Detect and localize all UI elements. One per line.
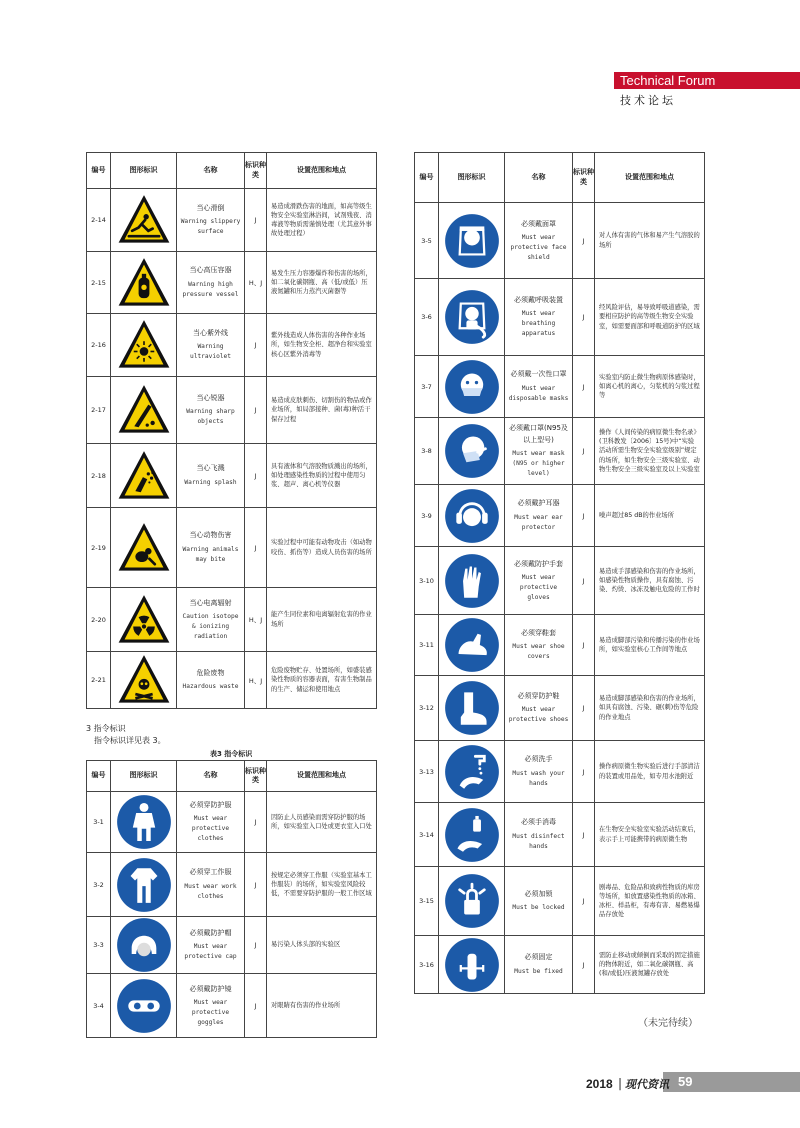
sign-type: J [245, 508, 267, 588]
sign-location: 需防止移动或倾倒而采取的固定措施的物体附近，如二氧化碳钢瓶、高(和/或低)压液氮罐存放处 [595, 936, 705, 994]
sign-name-cn: 必须穿防护服 [189, 801, 232, 810]
warning-signs-table [86, 152, 377, 709]
sign-type: J [245, 917, 267, 974]
protective-shoes-icon [439, 680, 504, 736]
col-icon-header: 图形标识 [111, 761, 177, 792]
sign-location: 易造成脚部污染和传播污染的作业场所，如实验室核心工作间等地点 [595, 615, 705, 676]
sign-name-en: Must wear protective goggles [191, 998, 230, 1026]
sign-number: 3-2 [87, 853, 111, 917]
sign-name-cn: 必须穿防护鞋 [517, 691, 560, 700]
table-row [415, 676, 705, 741]
sign-location: 易污染人体头部的实验区 [267, 917, 377, 974]
sign-name-cn: 必须戴面罩 [521, 219, 556, 228]
col-type-header: 标识种类 [573, 153, 595, 203]
sign-number: 2-16 [87, 314, 111, 377]
table-row [87, 974, 377, 1038]
col-type-header: 标识种类 [245, 153, 267, 189]
sign-name-en: Hazardous waste [182, 683, 239, 691]
sharp-objects-warning-icon [111, 383, 176, 437]
radiation-warning-icon [111, 593, 176, 647]
sign-location: 剧毒品、危险品和致病性物质的库房等场所，如放置感染性物质的冰箱、冰柜、样品柜，有毒有害、易燃易爆品存放处 [595, 867, 705, 936]
col-no-header: 编号 [87, 761, 111, 792]
slip-warning-icon [111, 193, 176, 247]
sign-type: J [573, 867, 595, 936]
mandatory-signs-table-left [86, 760, 377, 1038]
breathing-apparatus-icon [439, 289, 504, 345]
fixed-icon [439, 937, 504, 993]
sign-number: 2-14 [87, 189, 111, 252]
sign-name-en: Must wear shoe covers [512, 643, 565, 661]
sign-type: J [573, 936, 595, 994]
table-row [87, 853, 377, 917]
locked-icon [439, 873, 504, 929]
animal-bite-warning-icon [111, 521, 176, 575]
footer-year: 2018 [586, 1077, 613, 1091]
sign-type: J [245, 189, 267, 252]
sign-location: 易发生压力容器爆炸和伤害的场所，如二氧化碳钢瓶、高（低/或低）压液氮罐和压力蒸汽灭菌器等 [267, 252, 377, 314]
sign-name-en: Must wear breathing apparatus [521, 310, 556, 338]
header-subtitle: 技术论坛 [620, 94, 676, 107]
sign-name-en: Must disinfect hands [512, 832, 565, 850]
table-row [87, 652, 377, 709]
sign-type: J [573, 547, 595, 615]
sign-name-cn: 必须洗手 [524, 755, 553, 764]
table-row [87, 444, 377, 508]
sign-location: 紫外线造成人体伤害的各种作业场所，如生物安全柜、超净台和实验室核心区紫外消毒等 [267, 314, 377, 377]
sign-type: J [245, 974, 267, 1038]
sign-location: 因防止人员感染而需穿防护服的场所，如实验室入口处或更衣室入口处 [267, 792, 377, 853]
table-row [415, 418, 705, 485]
splash-warning-icon [111, 449, 176, 503]
sign-number: 2-19 [87, 508, 111, 588]
page-number: 59 [678, 1074, 693, 1089]
sign-number: 3-1 [87, 792, 111, 853]
sign-type: J [245, 377, 267, 444]
sign-location: 能产生同位素和电离辐射危害的作业场所 [267, 588, 377, 652]
protective-gloves-icon [439, 553, 504, 609]
footer-magazine: 现代资讯 [625, 1078, 669, 1091]
to-be-continued: （未完待续） [638, 1018, 698, 1029]
sign-location: 按规定必须穿工作服（实验室基本工作服装）的场所，如实验室风险较低，不需要穿防护服的一般工作区域 [267, 853, 377, 917]
sign-name-cn: 危险废物 [196, 668, 225, 677]
sign-name-en: Must wear ear protector [514, 513, 563, 531]
sign-number: 2-15 [87, 252, 111, 314]
sign-name-en: Must wear protective cap [184, 943, 237, 961]
sign-name-en: Warning splash [184, 478, 237, 486]
table-row [87, 917, 377, 974]
table-row [415, 741, 705, 803]
sign-type: J [573, 203, 595, 279]
sign-name-cn: 必须穿鞋套 [521, 628, 556, 637]
sign-name-cn: 必须戴口罩(N95及以上型号) [509, 424, 568, 444]
sign-location: 对眼睛有伤害的作业场所 [267, 974, 377, 1038]
sign-number: 3-6 [415, 279, 439, 356]
table-row [87, 508, 377, 588]
sign-location: 实验室内防止微生物病原体感染时，如离心机的离心，匀浆机的匀浆过程等 [595, 356, 705, 418]
sign-name-cn: 必须固定 [524, 953, 553, 962]
sign-location: 易造成皮肤刺伤、切割伤的物品或作业场所，如局部接种、菌(毒)种活干保存过程 [267, 377, 377, 444]
sign-name-en: Warning slippery surface [180, 218, 241, 236]
col-place-header: 设置范围和地点 [595, 153, 705, 203]
table-row [415, 615, 705, 676]
sign-name-cn: 必须戴防护镜 [189, 984, 232, 993]
sign-number: 3-9 [415, 485, 439, 547]
col-name-header: 名称 [177, 761, 245, 792]
sign-name-en: Must wear protective shoes [508, 706, 569, 724]
col-icon-header: 图形标识 [439, 153, 505, 203]
sign-name-cn: 必须加锁 [524, 889, 553, 898]
sign-type: J [573, 803, 595, 867]
sign-type: J [245, 444, 267, 508]
sign-number: 3-11 [415, 615, 439, 676]
table-row [87, 252, 377, 314]
sign-type: J [245, 792, 267, 853]
sign-name-cn: 当心锐器 [196, 393, 225, 402]
sign-name-en: Warning high pressure vessel [182, 280, 239, 298]
sign-name-cn: 必须戴防护帽 [189, 928, 232, 937]
sign-number: 3-16 [415, 936, 439, 994]
sign-name-en: Caution isotope & ionizing radiation [182, 612, 239, 640]
table-row [87, 588, 377, 652]
sign-location: 噪声超过85 dB的作业场所 [595, 485, 705, 547]
sign-number: 2-18 [87, 444, 111, 508]
sign-type: J [573, 485, 595, 547]
sign-type: J [245, 853, 267, 917]
sign-name-cn: 必须戴防护手套 [514, 559, 563, 568]
col-place-header: 设置范围和地点 [267, 153, 377, 189]
sign-name-en: Must wear work clothes [184, 882, 237, 900]
sign-number: 3-7 [415, 356, 439, 418]
sign-name-en: Must wear protective face shield [510, 233, 567, 261]
sign-type: H、J [245, 652, 267, 709]
pressure-vessel-warning-icon [111, 256, 176, 310]
sign-type: J [573, 615, 595, 676]
table-row [415, 936, 705, 994]
sign-type: J [573, 676, 595, 741]
table-row [87, 792, 377, 853]
n95-mask-icon [439, 423, 504, 479]
section-title: 3 指令标识 [86, 724, 126, 733]
wash-hands-icon [439, 744, 504, 800]
sign-location: 经风险评估，易导致呼吸道感染，需要相应防护的高等级生物安全实验室，如需要面部和呼吸道防护的区域 [595, 279, 705, 356]
table-row [87, 377, 377, 444]
mandatory-signs-table-right [414, 152, 705, 994]
col-place-header: 设置范围和地点 [267, 761, 377, 792]
ear-protector-icon [439, 488, 504, 544]
sign-number: 2-21 [87, 652, 111, 709]
sign-type: J [245, 314, 267, 377]
protective-cap-icon [111, 917, 176, 973]
col-no-header: 编号 [415, 153, 439, 203]
shoe-covers-icon [439, 617, 504, 673]
table3-caption: 表3 指令标识 [210, 750, 253, 758]
sign-number: 3-10 [415, 547, 439, 615]
col-name-header: 名称 [505, 153, 573, 203]
sign-name-cn: 当心飞溅 [196, 464, 225, 473]
sign-number: 3-12 [415, 676, 439, 741]
sign-number: 3-15 [415, 867, 439, 936]
sign-location: 操作病原微生物实验后进行手部清洁的装置或用品处，如专用水池附近 [595, 741, 705, 803]
sign-location: 易造成滑跌伤害的地面，如高等级生物安全实验室淋浴间，试剂残夜、消毒液等物质需谨慎处理（尤其意外事故处理过程） [267, 189, 377, 252]
sign-name-en: Warning animals may bite [182, 545, 239, 563]
table-row [415, 867, 705, 936]
sign-name-cn: 当心紫外线 [193, 328, 228, 337]
sign-name-en: Must be locked [512, 904, 565, 912]
sign-location: 操作《人间传染的病原微生物名录》(卫科教发〔2006〕15号)中“实验活动所需生物安全实验室级别”规定的场所，如生物安全三级实验室、动物生物安全三级实验室及以上实验室 [595, 418, 705, 485]
sign-number: 3-3 [87, 917, 111, 974]
sign-name-en: Must wash your hands [512, 769, 565, 787]
sign-name-cn: 必须戴呼吸装置 [514, 296, 563, 305]
disinfect-hands-icon [439, 807, 504, 863]
sign-name-en: Must be fixed [514, 967, 563, 975]
sign-number: 3-5 [415, 203, 439, 279]
sign-number: 3-14 [415, 803, 439, 867]
sign-type: J [573, 741, 595, 803]
sign-type: H、J [245, 252, 267, 314]
sign-name-cn: 当心动物伤害 [189, 531, 232, 540]
sign-location: 易造成脚部感染和伤害的作业场所，如具有腐蚀、污染、砸(刺)伤等危险的作业地点 [595, 676, 705, 741]
col-name-header: 名称 [177, 153, 245, 189]
ultraviolet-warning-icon [111, 318, 176, 372]
sign-name-en: Must wear protective clothes [191, 815, 230, 843]
sign-name-cn: 必须戴护耳器 [517, 499, 560, 508]
sign-name-cn: 必须手消毒 [521, 818, 556, 827]
sign-number: 3-4 [87, 974, 111, 1038]
sign-number: 2-20 [87, 588, 111, 652]
header-title: Technical Forum [620, 73, 716, 88]
sign-name-cn: 当心高压容器 [189, 266, 232, 275]
sign-name-cn: 当心滑倒 [196, 203, 225, 212]
sign-type: J [573, 279, 595, 356]
sign-name-en: Must wear protective gloves [519, 573, 558, 601]
section-text: 指令标识详见表 3。 [94, 736, 166, 745]
table-row [415, 203, 705, 279]
face-shield-icon [439, 213, 504, 269]
table-row [415, 547, 705, 615]
disposable-mask-icon [439, 359, 504, 415]
hazardous-waste-warning-icon [111, 653, 176, 707]
sign-name-cn: 必须穿工作服 [189, 868, 232, 877]
sign-number: 3-13 [415, 741, 439, 803]
table-row [415, 485, 705, 547]
sign-type: J [573, 418, 595, 485]
sign-name-en: Must wear mask (N95 or higher level) [512, 449, 565, 477]
sign-name-en: Warning ultraviolet [190, 343, 231, 361]
table-row [415, 279, 705, 356]
table-row [87, 189, 377, 252]
sign-name-cn: 必须戴一次性口罩 [510, 370, 567, 379]
sign-location: 易造成手部感染和伤害的作业场所，如感染性物质操作，具有腐蚀、污染、灼烫、冰冻及触电危险的工作时 [595, 547, 705, 615]
sign-number: 3-8 [415, 418, 439, 485]
table-row [87, 314, 377, 377]
sign-name-cn: 当心电离辐射 [189, 598, 232, 607]
protective-goggles-icon [111, 978, 176, 1034]
sign-name-en: Must wear disposable masks [508, 384, 569, 402]
sign-location: 危险废物贮存、处置场所，如盛装感染性物质的容器表面，有害生物制品的生产、储运和使用地点 [267, 652, 377, 709]
col-icon-header: 图形标识 [111, 153, 177, 189]
protective-clothes-icon [111, 794, 176, 850]
sign-type: J [573, 356, 595, 418]
sign-name-en: Warning sharp objects [186, 408, 235, 426]
table-row [415, 356, 705, 418]
sign-location: 实验过程中可能有动物攻击（如动物咬伤、抓伤等）造成人员伤害的场所 [267, 508, 377, 588]
sign-location: 对人体有害的气体和易产生气溶胶的场所 [595, 203, 705, 279]
footer-separator: | [618, 1076, 623, 1090]
sign-type: H、J [245, 588, 267, 652]
sign-location: 在生物安全实验室实验活动结束后，表示手上可能携带的病原微生物 [595, 803, 705, 867]
work-clothes-icon [111, 857, 176, 913]
col-no-header: 编号 [87, 153, 111, 189]
sign-location: 具有液体和气溶胶物质溅出的场所，如处理感染性物质的过程中使用匀浆、超声、离心机等仪器 [267, 444, 377, 508]
sign-number: 2-17 [87, 377, 111, 444]
table-row [415, 803, 705, 867]
col-type-header: 标识种类 [245, 761, 267, 792]
